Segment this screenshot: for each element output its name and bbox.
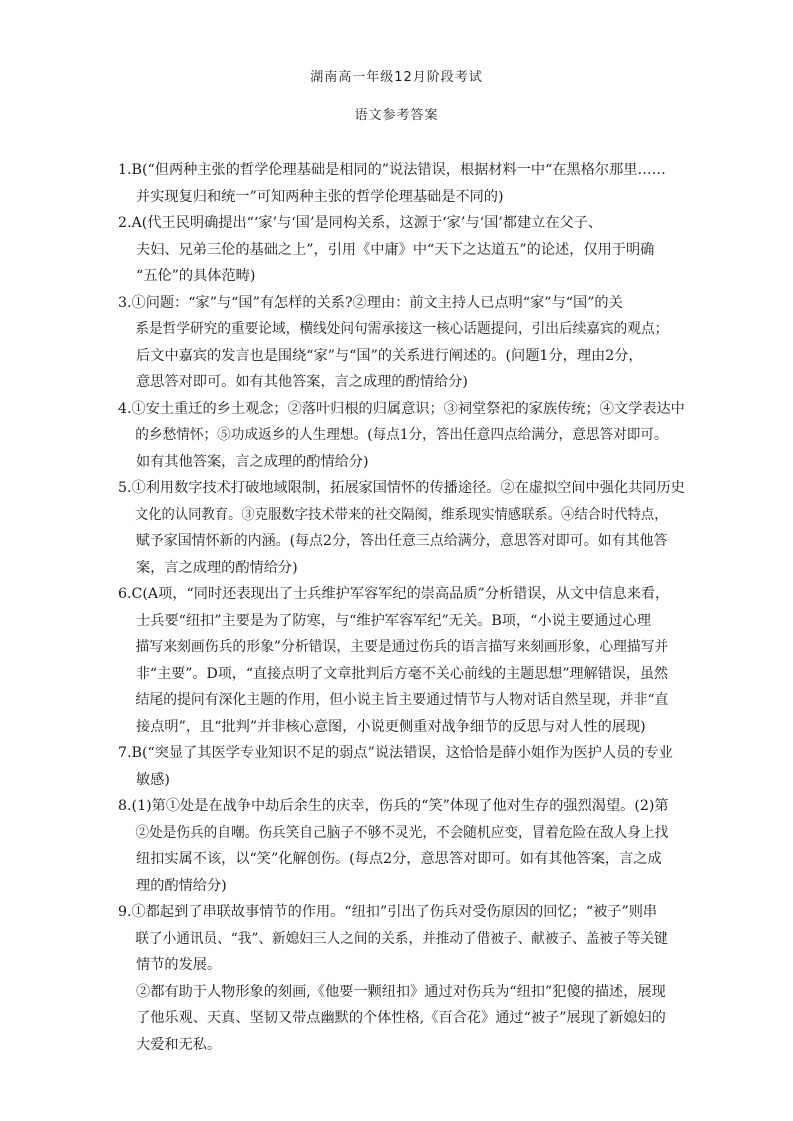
answer-line: “五伦”的具体范畴) — [136, 268, 256, 284]
answer-line: 并实现复归和统一”可知两种主张的哲学伦理基础是不同的) — [136, 188, 504, 205]
answer-line: 文化的认同教育。③克服数字技术带来的社交隔阂，维系现实情感联系。④结合时代特点， — [134, 506, 668, 523]
answer-line: 了他乐观、天真、坚韧又带点幽默的个体性格,《百合花》通过“被子”展现了新媳妇的 — [136, 1010, 666, 1026]
answer-line: 4.①安土重迁的乡土观念；②落叶归根的归属意识；③祠堂祭祀的家族传统；④文学表达中 — [118, 400, 685, 417]
answer-line: 意思答对即可。如有其他答案，言之成理的酌情给分) — [136, 374, 468, 390]
answer-line: 系是哲学研究的重要论域，横线处问句需承接这一核心话题提问，引出后续嘉宾的观点； — [135, 321, 669, 337]
answer-line: ②处是伤兵的自嘲。伤兵笑自己脑子不够不灵光，不会随机应变，冒着危险在敌人身上找 — [135, 824, 669, 841]
answer-line: 结尾的提问有深化主题的作用，但小说主旨主要通过情节与人物对话自然呈现，并非“直 — [135, 692, 669, 708]
answer-line: 2.A(代王民明确提出“‘家’与‘国’是同构关系，这源于‘家’与‘国’都建立在父子、 — [118, 215, 603, 231]
answer-line: 情节的发展。 — [136, 957, 222, 973]
answer-item-1 — [118, 157, 686, 210]
answer-line: 描写来刻画伤兵的形象”分析错误，主要是通过伤兵的语言描写来刻画形象，心理描写并 — [135, 639, 669, 655]
answer-line: 理的酌情给分) — [136, 877, 227, 894]
answer-line: 7.B(“突显了其医学专业知识不足的弱点”说法错误，这恰恰是薛小姐作为医护人员的专业 — [118, 745, 673, 761]
answer-line: 大爱和无私。 — [136, 1036, 222, 1053]
answer-item-8 — [118, 793, 686, 899]
answer-line: 8.(1)第①处是在战争中劫后余生的庆幸，伤兵的“笑”体现了他对生存的强烈渴望。(2)第 — [118, 798, 669, 814]
answer-line: 9.①都起到了串联故事情节的作用。“纽扣”引出了伤兵对受伤原因的回忆；“被子”则串 — [118, 904, 658, 920]
answer-item-3 — [118, 290, 686, 396]
answer-item-2 — [118, 210, 686, 290]
answer-line: 的乡愁情怀；⑤功成返乡的人生理想。(每点1分，答出任意四点给满分，意思答对即可。 — [135, 427, 668, 443]
answer-item-4 — [118, 396, 686, 476]
answer-line: 夫妇、兄弟三伦的基础之上”，引用《中庸》中“天下之达道五”的论述，仅用于明确 — [136, 241, 655, 258]
answer-line: 赋予家国情怀新的内涵。(每点2分，答出任意三点给满分，意思答对即可。如有其他答 — [135, 533, 668, 549]
answer-line: 后文中嘉宾的发言也是围绕“家”与“国”的关系进行阐述的。(问题1分，理由2分， — [136, 347, 643, 364]
answer-line: 如有其他答案，言之成理的酌情给分) — [136, 453, 369, 470]
answer-line: 接点明”，且“批判”并非核心意图，小说更侧重对战争细节的反思与对人性的展现) — [136, 718, 646, 735]
answer-line: 1.B(“但两种主张的哲学伦理基础是相同的”说法错误，根据材料一中“在黑格尔那里…… — [118, 162, 666, 178]
answer-item-9 — [118, 899, 686, 1058]
answer-line: 案，言之成理的酌情给分) — [136, 559, 298, 576]
answer-line: 纽扣实属不该，以“笑”化解创伤。(每点2分，意思答对即可。如有其他答案，言之成 — [136, 851, 662, 867]
answer-line: 3.①问题：“家”与“国”有怎样的关系?②理由：前文主持人已点明“家”与“国”的关 — [118, 294, 623, 311]
answer-line: 士兵要“纽扣”主要是为了防寒，与“维护军容军纪”无关。B项，“小说主要通过心理 — [136, 612, 651, 629]
answer-item-6 — [118, 581, 686, 740]
page-title: 湖南高一年级12月阶段考试 — [310, 70, 483, 85]
answer-line: ②都有助于人物形象的刻画,《他要一颗纽扣》通过对伤兵为“纽扣”犯傻的描述，展现 — [136, 983, 666, 1000]
answer-line: 联了小通讯员、“我”、新媳妇三人之间的关系，并推动了借被子、献被子、盖被子等关键 — [135, 930, 668, 947]
page-subtitle: 语文参考答案 — [354, 108, 439, 123]
answer-item-7 — [118, 740, 686, 793]
answer-line: 5.①利用数字技术打破地域限制，拓展家国情怀的传播途径。②在虚拟空间中强化共同历史 — [118, 480, 685, 496]
answer-line: 敏感) — [136, 771, 170, 788]
answer-line: 6.C(A项，“同时还表现出了士兵维护军容军纪的崇高品质”分析错误，从文中信息来看， — [118, 586, 670, 602]
answer-item-5 — [118, 475, 686, 581]
answer-list — [118, 157, 686, 1058]
answer-line: 非“主要”。D项，“直接点明了文章批判后方毫不关心前线的主题思想”理解错误，虽然 — [135, 665, 668, 682]
